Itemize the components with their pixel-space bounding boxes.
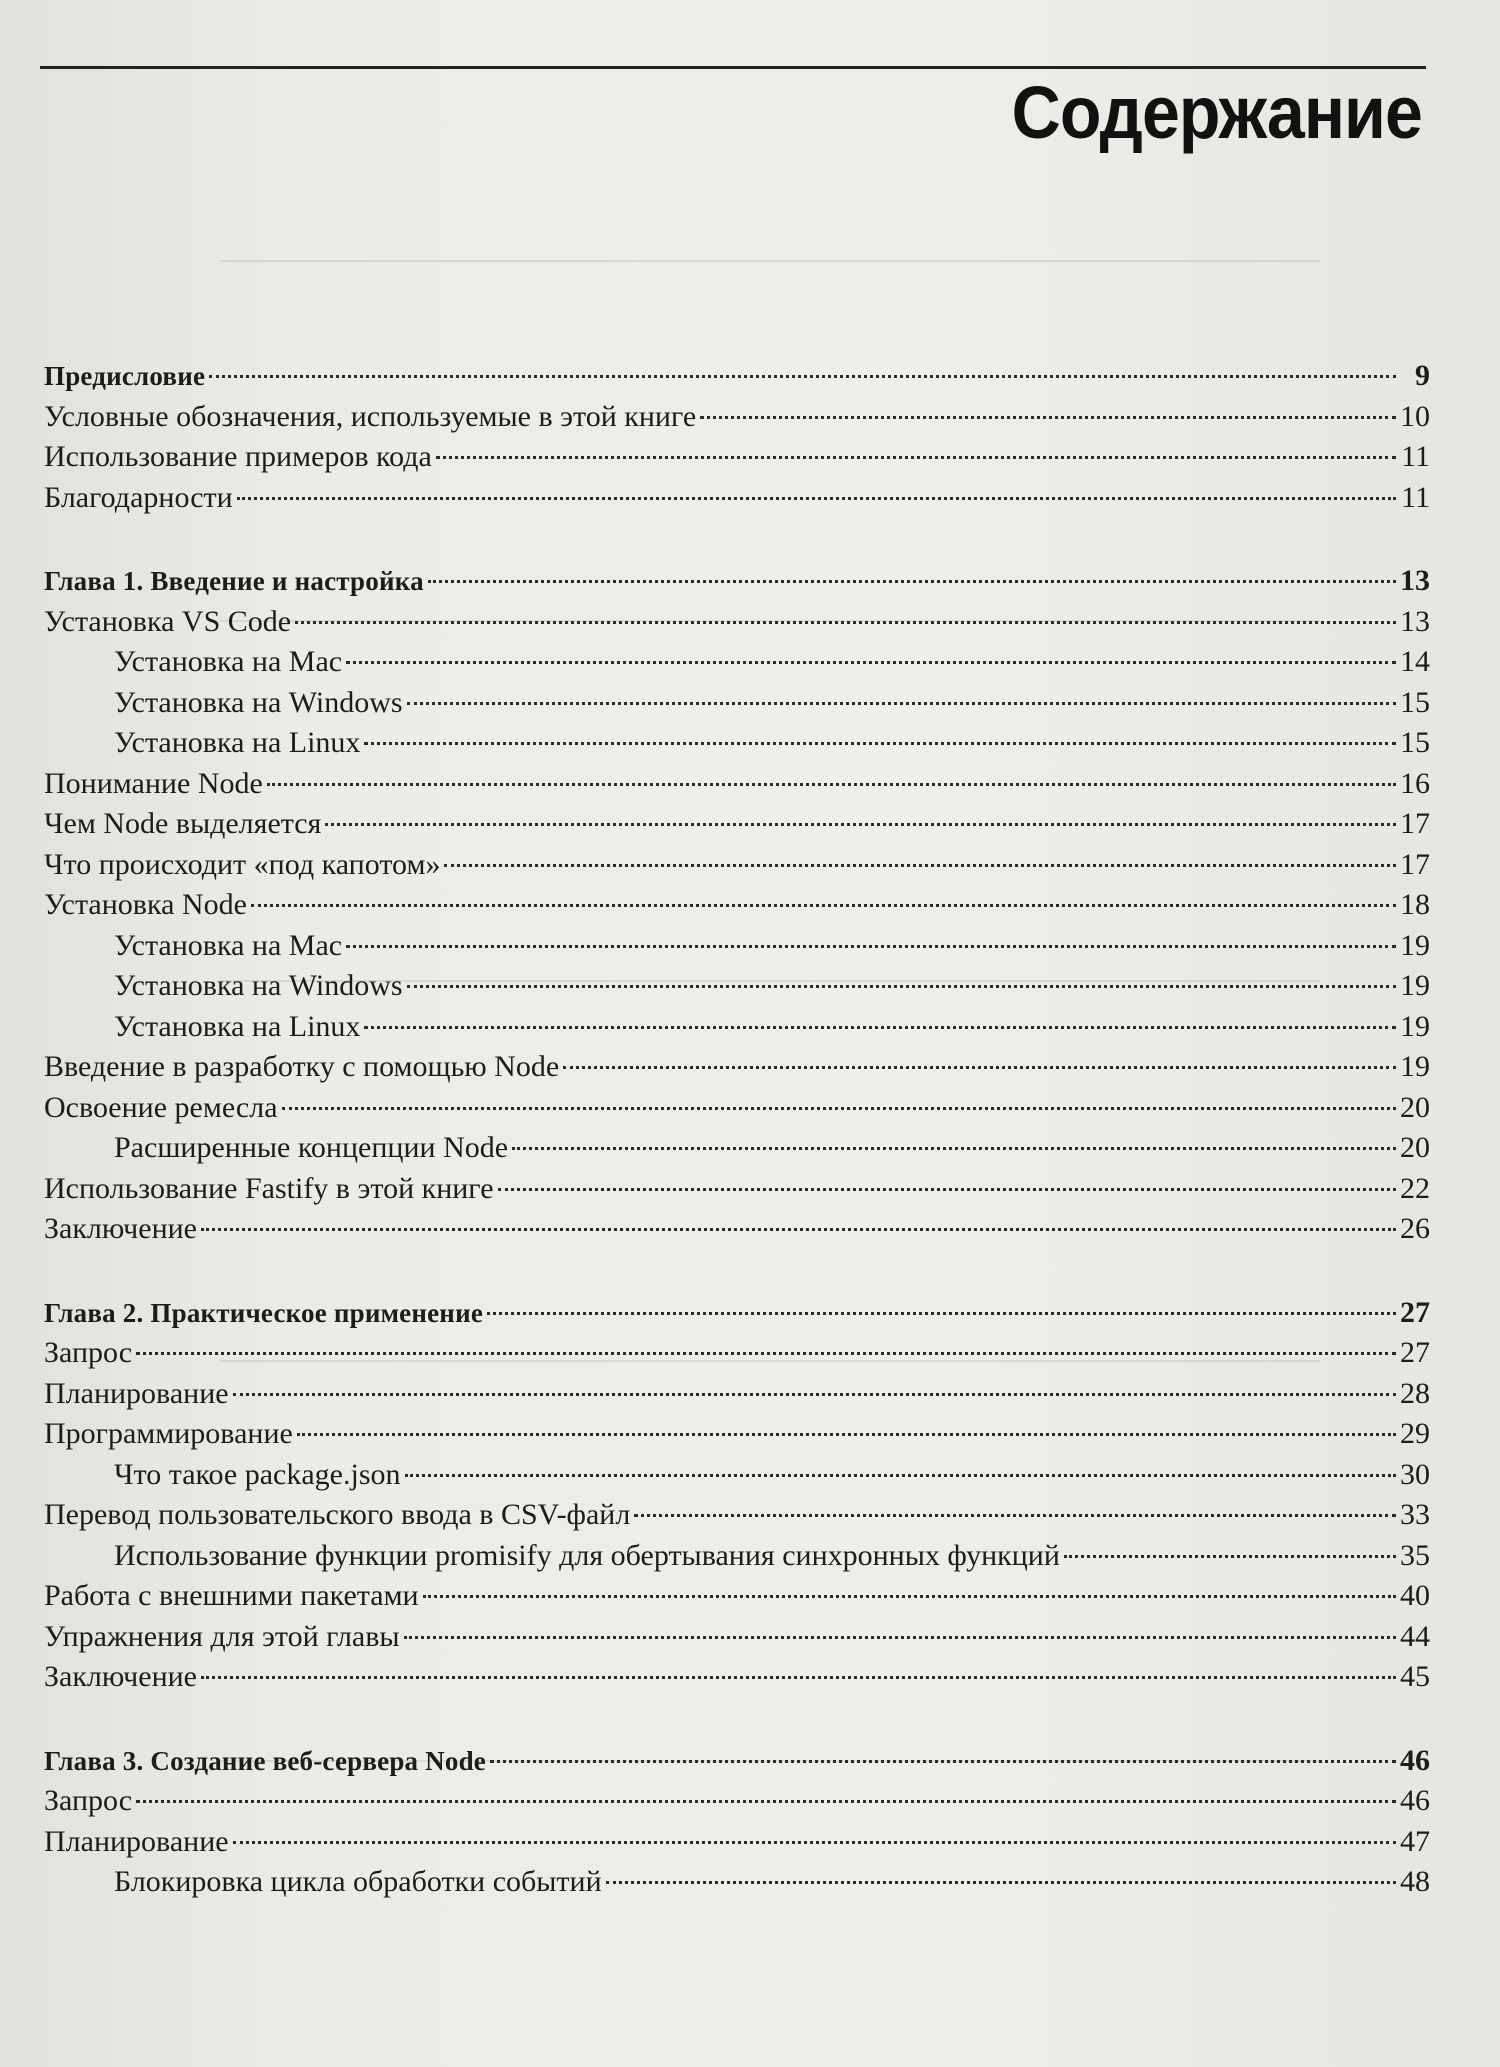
toc-entry: [44, 437, 1430, 478]
toc-entry: [44, 723, 1430, 764]
dot-leader: [233, 1841, 1396, 1844]
toc-entry-title: Глава 1. Введение и настройка: [44, 566, 424, 596]
toc-page-number: 19: [1400, 1009, 1430, 1043]
toc-entry-title: Условные обозначения, используемые в этой книге: [44, 399, 697, 433]
toc-entry-title: Глава 2. Практическое применение: [44, 1297, 484, 1328]
toc-entry: [44, 1333, 1430, 1374]
toc-entry-title: Запрос: [44, 1784, 133, 1817]
toc-entry: [44, 845, 1430, 886]
dot-leader: [209, 375, 1396, 378]
dot-leader: [405, 1474, 1396, 1477]
toc-entry: [44, 926, 1430, 967]
dot-leader: [490, 1760, 1396, 1763]
toc-entry-title: Установка на Windows: [114, 685, 403, 719]
toc-entry: [44, 1657, 1430, 1698]
toc-entry-title: Перевод пользовательского ввода в CSV-файл: [44, 1498, 631, 1531]
toc-page-number: 22: [1400, 1171, 1430, 1205]
dot-leader: [346, 945, 1396, 948]
dot-leader: [233, 1393, 1396, 1396]
toc-entry-title: Заключение: [44, 1660, 197, 1693]
toc-page-number: 16: [1400, 766, 1430, 800]
dot-leader: [487, 1312, 1396, 1315]
toc-page-number: 18: [1400, 888, 1430, 921]
toc-entry-title: Что такое package.json: [114, 1457, 401, 1491]
toc-chapter-entry: [44, 356, 1430, 397]
toc-entry-title: Использование Fastify в этой книге: [44, 1171, 494, 1205]
dot-leader: [700, 416, 1396, 419]
toc-entry: [44, 1495, 1430, 1536]
dot-leader: [407, 702, 1396, 705]
toc-page-number: 44: [1400, 1619, 1430, 1653]
toc-page-number: 30: [1400, 1457, 1430, 1491]
toc-entry-title: Расширенные концепции Node: [114, 1131, 509, 1164]
toc-entry: [44, 1374, 1430, 1415]
toc-entry: [44, 966, 1430, 1007]
dot-leader: [364, 742, 1396, 745]
dot-leader: [282, 1107, 1396, 1110]
toc-entry-title: Установка на Mac: [114, 645, 343, 678]
dot-leader: [404, 1636, 1396, 1639]
toc-entry: [44, 1088, 1430, 1129]
toc-entry: [44, 642, 1430, 683]
toc-page-number: 47: [1400, 1824, 1430, 1858]
dot-leader: [364, 1026, 1396, 1029]
dot-leader: [634, 1514, 1396, 1517]
dot-leader: [237, 497, 1396, 500]
dot-leader: [201, 1228, 1396, 1231]
dot-leader: [297, 1433, 1396, 1436]
dot-leader: [201, 1676, 1396, 1679]
toc-entry: [44, 1576, 1430, 1617]
toc-page-number: 20: [1400, 1131, 1430, 1164]
dot-leader: [267, 783, 1396, 786]
toc-page-number: 35: [1400, 1538, 1430, 1572]
toc-entry: [44, 1536, 1430, 1577]
dot-leader: [251, 904, 1396, 907]
toc-entry: [44, 1781, 1430, 1822]
toc-entry-title: Упражнения для этой главы: [44, 1619, 400, 1653]
toc-entry: [44, 764, 1430, 805]
toc-page-number: 19: [1400, 969, 1430, 1002]
toc-entry: [44, 478, 1430, 519]
toc-entry-title: Предисловие: [44, 361, 206, 391]
toc-page-number: 19: [1400, 1050, 1430, 1083]
table-of-contents: [44, 356, 1430, 1903]
toc-entry-title: Установка VS Code: [44, 604, 292, 638]
dot-leader: [325, 823, 1396, 826]
toc-page-number: 15: [1400, 685, 1430, 719]
toc-entry: [44, 1128, 1430, 1169]
section-gap: [44, 1698, 1430, 1741]
toc-page-number: 27: [1400, 1295, 1430, 1329]
toc-entry: [44, 1414, 1430, 1455]
toc-entry-title: Использование функции promisify для обертывания синхронных функций: [114, 1538, 1060, 1572]
page-title: Содержание: [1011, 71, 1422, 154]
dot-leader: [346, 661, 1396, 664]
toc-chapter-entry: [44, 1293, 1430, 1334]
toc-entry-title: Заключение: [44, 1212, 197, 1245]
toc-entry-title: Планирование: [44, 1376, 229, 1410]
toc-page-number: 10: [1400, 399, 1430, 433]
toc-entry-title: Чем Node выделяется: [44, 807, 322, 840]
toc-entry-title: Запрос: [44, 1336, 133, 1369]
toc-entry-title: Установка на Mac: [114, 928, 343, 962]
dot-leader: [423, 1595, 1396, 1598]
toc-page-number: 17: [1400, 847, 1430, 881]
toc-entry: [44, 1209, 1430, 1250]
toc-entry-title: Освоение ремесла: [44, 1090, 278, 1124]
toc-entry: [44, 683, 1430, 724]
toc-entry-title: Установка на Linux: [114, 726, 361, 759]
toc-entry: [44, 1169, 1430, 1210]
section-gap: [44, 1250, 1430, 1293]
toc-entry: [44, 1822, 1430, 1863]
top-rule: [40, 66, 1426, 69]
toc-entry: [44, 1007, 1430, 1048]
toc-chapter-entry: [44, 561, 1430, 602]
toc-page-number: 40: [1400, 1579, 1430, 1612]
toc-entry-title: Работа с внешними пакетами: [44, 1579, 419, 1612]
toc-page-number: 27: [1400, 1336, 1430, 1369]
toc-entry: [44, 885, 1430, 926]
toc-page-number: 13: [1400, 564, 1430, 597]
section-gap: [44, 518, 1430, 561]
toc-entry: [44, 1862, 1430, 1903]
toc-entry-title: Установка на Windows: [114, 969, 403, 1002]
dot-leader: [512, 1147, 1396, 1150]
dot-leader: [1064, 1555, 1396, 1558]
toc-page-number: 19: [1400, 928, 1430, 962]
toc-page-number: 33: [1400, 1498, 1430, 1531]
toc-page-number: 29: [1400, 1417, 1430, 1450]
toc-page-number: 11: [1401, 440, 1430, 473]
toc-entry-title: Понимание Node: [44, 766, 263, 800]
toc-page-number: 14: [1400, 645, 1430, 678]
toc-entry-title: Блокировка цикла обработки событий: [114, 1865, 602, 1898]
toc-entry-title: Программирование: [44, 1417, 293, 1450]
dot-leader: [136, 1352, 1396, 1355]
dot-leader: [136, 1800, 1396, 1803]
toc-page-number: 46: [1400, 1784, 1430, 1817]
toc-entry: [44, 1455, 1430, 1496]
toc-entry: [44, 1617, 1430, 1658]
dot-leader: [498, 1188, 1396, 1191]
toc-page-number: 15: [1400, 726, 1430, 759]
toc-entry-title: Установка Node: [44, 888, 247, 921]
toc-page-number: 9: [1415, 359, 1430, 392]
toc-page-number: 13: [1400, 604, 1430, 638]
dot-leader: [436, 456, 1396, 459]
toc-page-number: 46: [1400, 1743, 1430, 1777]
toc-page-number: 45: [1400, 1660, 1430, 1693]
toc-page-number: 17: [1400, 807, 1430, 840]
dot-leader: [444, 864, 1396, 867]
toc-entry-title: Благодарности: [44, 480, 233, 514]
toc-entry: [44, 397, 1430, 438]
toc-page-number: 28: [1400, 1376, 1430, 1410]
toc-page-number: 48: [1400, 1865, 1430, 1898]
dot-leader: [606, 1881, 1396, 1884]
toc-entry-title: Что происходит «под капотом»: [44, 847, 441, 881]
dot-leader: [428, 580, 1396, 583]
toc-page-number: 20: [1400, 1090, 1430, 1124]
toc-entry-title: Введение в разработку с помощью Node: [44, 1050, 560, 1083]
toc-entry: [44, 804, 1430, 845]
toc-page-number: 11: [1401, 480, 1430, 514]
dot-leader: [295, 621, 1396, 624]
toc-entry-title: Планирование: [44, 1824, 229, 1858]
toc-entry-title: Глава 3. Создание веб-сервера Node: [44, 1745, 486, 1776]
dot-leader: [563, 1066, 1396, 1069]
toc-entry-title: Использование примеров кода: [44, 440, 432, 473]
toc-chapter-entry: [44, 1741, 1430, 1782]
dot-leader: [407, 985, 1396, 988]
toc-entry: [44, 1047, 1430, 1088]
toc-entry-title: Установка на Linux: [114, 1009, 361, 1043]
toc-entry: [44, 602, 1430, 643]
toc-page-number: 26: [1400, 1212, 1430, 1245]
